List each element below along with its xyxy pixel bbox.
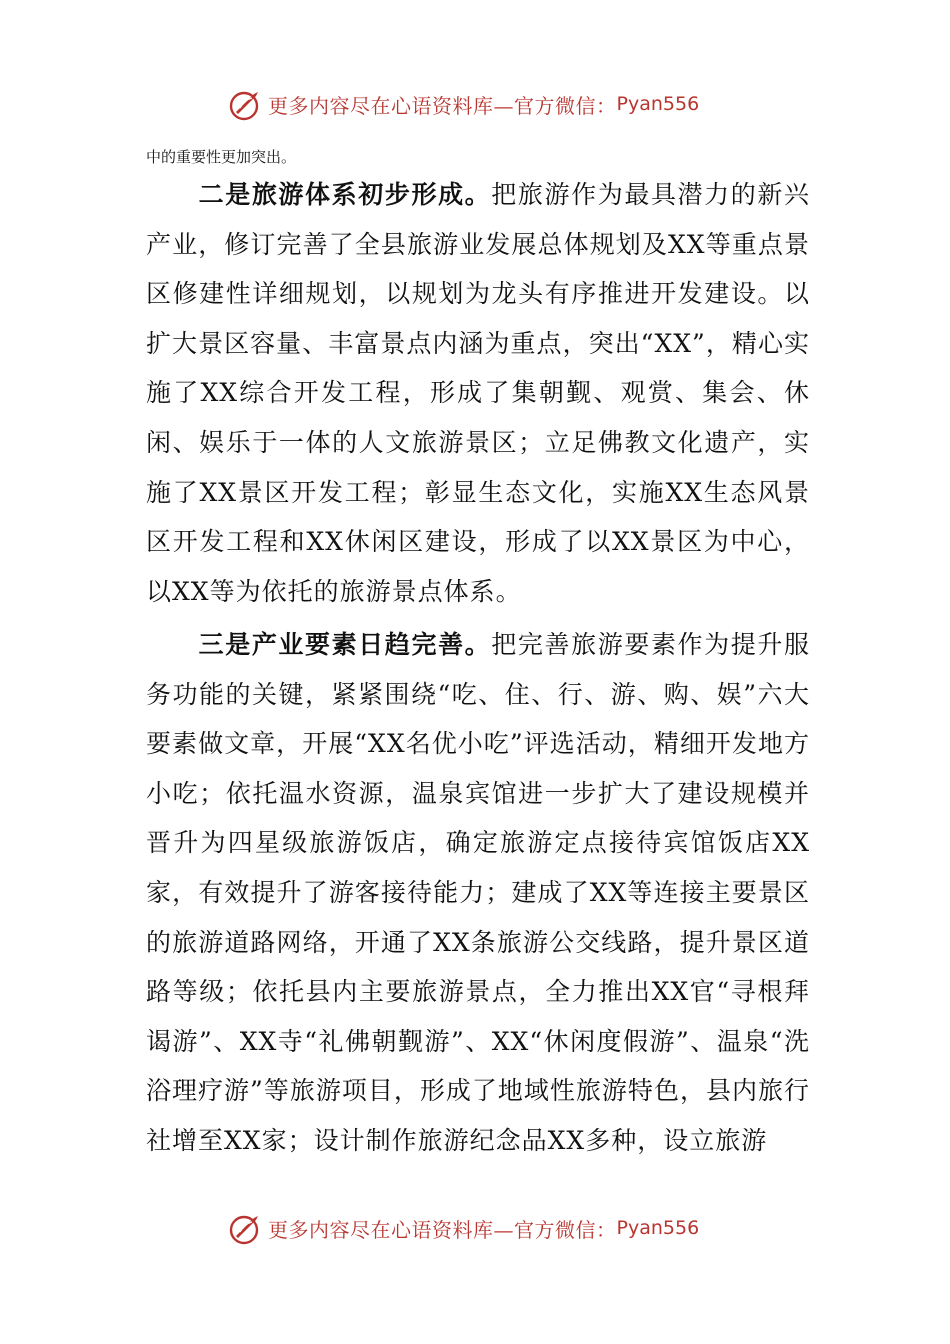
paragraph-tourism-system (146, 170, 810, 616)
paragraph-body: 把旅游作为最具潜力的新兴产业，修订完善了全县旅游业发展总体规划及XX等重点景区修建性详细规划，以规划为龙头有序推进开发建设。以扩大景区容量、丰富景点内涵为重点，突出“XX”，精心实施了XX综合开发工程，形成了集朝觐、观赏、集会、休闲、娱乐于一体的人文旅游景区；立足佛教文化遗产，实施了XX景区开发工程；彰显生态文化，实施XX生态风景区开发工程和XX休闲区建设，形成了以XX景区为中心，以XX等为依托的旅游景点体系。 (146, 180, 810, 606)
banner-wechat-id: Pyan556 (616, 93, 700, 115)
banner-wechat-id: Pyan556 (616, 1217, 700, 1239)
banner-text: 更多内容尽在心语资料库—官方微信： (268, 1217, 617, 1242)
header-banner (228, 84, 748, 124)
logo-icon (228, 86, 264, 122)
paragraph-lead: 二是旅游体系初步形成。 (198, 180, 492, 209)
logo-icon (228, 1210, 264, 1246)
continuation-line: 中的重要性更加突出。 (146, 148, 297, 166)
banner-text: 更多内容尽在心语资料库—官方微信： (268, 93, 617, 118)
paragraph-body: 把完善旅游要素作为提升服务功能的关键，紧紧围绕“吃、住、行、游、购、娱”六大要素做文章，开展“XX名优小吃”评选活动，精细开发地方小吃；依托温水资源，温泉宾馆进一步扩大了建设规模并晋升为四星级旅游饭店，确定旅游定点接待宾馆饭店XX家，有效提升了游客接待能力；建成了XX等连接主要景区的旅游道路网络，开通了XX条旅游公交线路，提升景区道路等级；依托县内主要旅游景点，全力推出XX官“寻根拜谒游”、XX寺“礼佛朝觐游”、XX“休闲度假游”、温泉“洗浴理疗游”等旅游项目，形成了地域性旅游特色，县内旅行社增至XX家；设计制作旅游纪念品XX多种，设立旅游 (146, 630, 810, 1155)
footer-banner (228, 1208, 748, 1248)
paragraph-industry-elements (146, 620, 810, 1166)
paragraph-lead: 三是产业要素日趋完善。 (198, 630, 492, 659)
